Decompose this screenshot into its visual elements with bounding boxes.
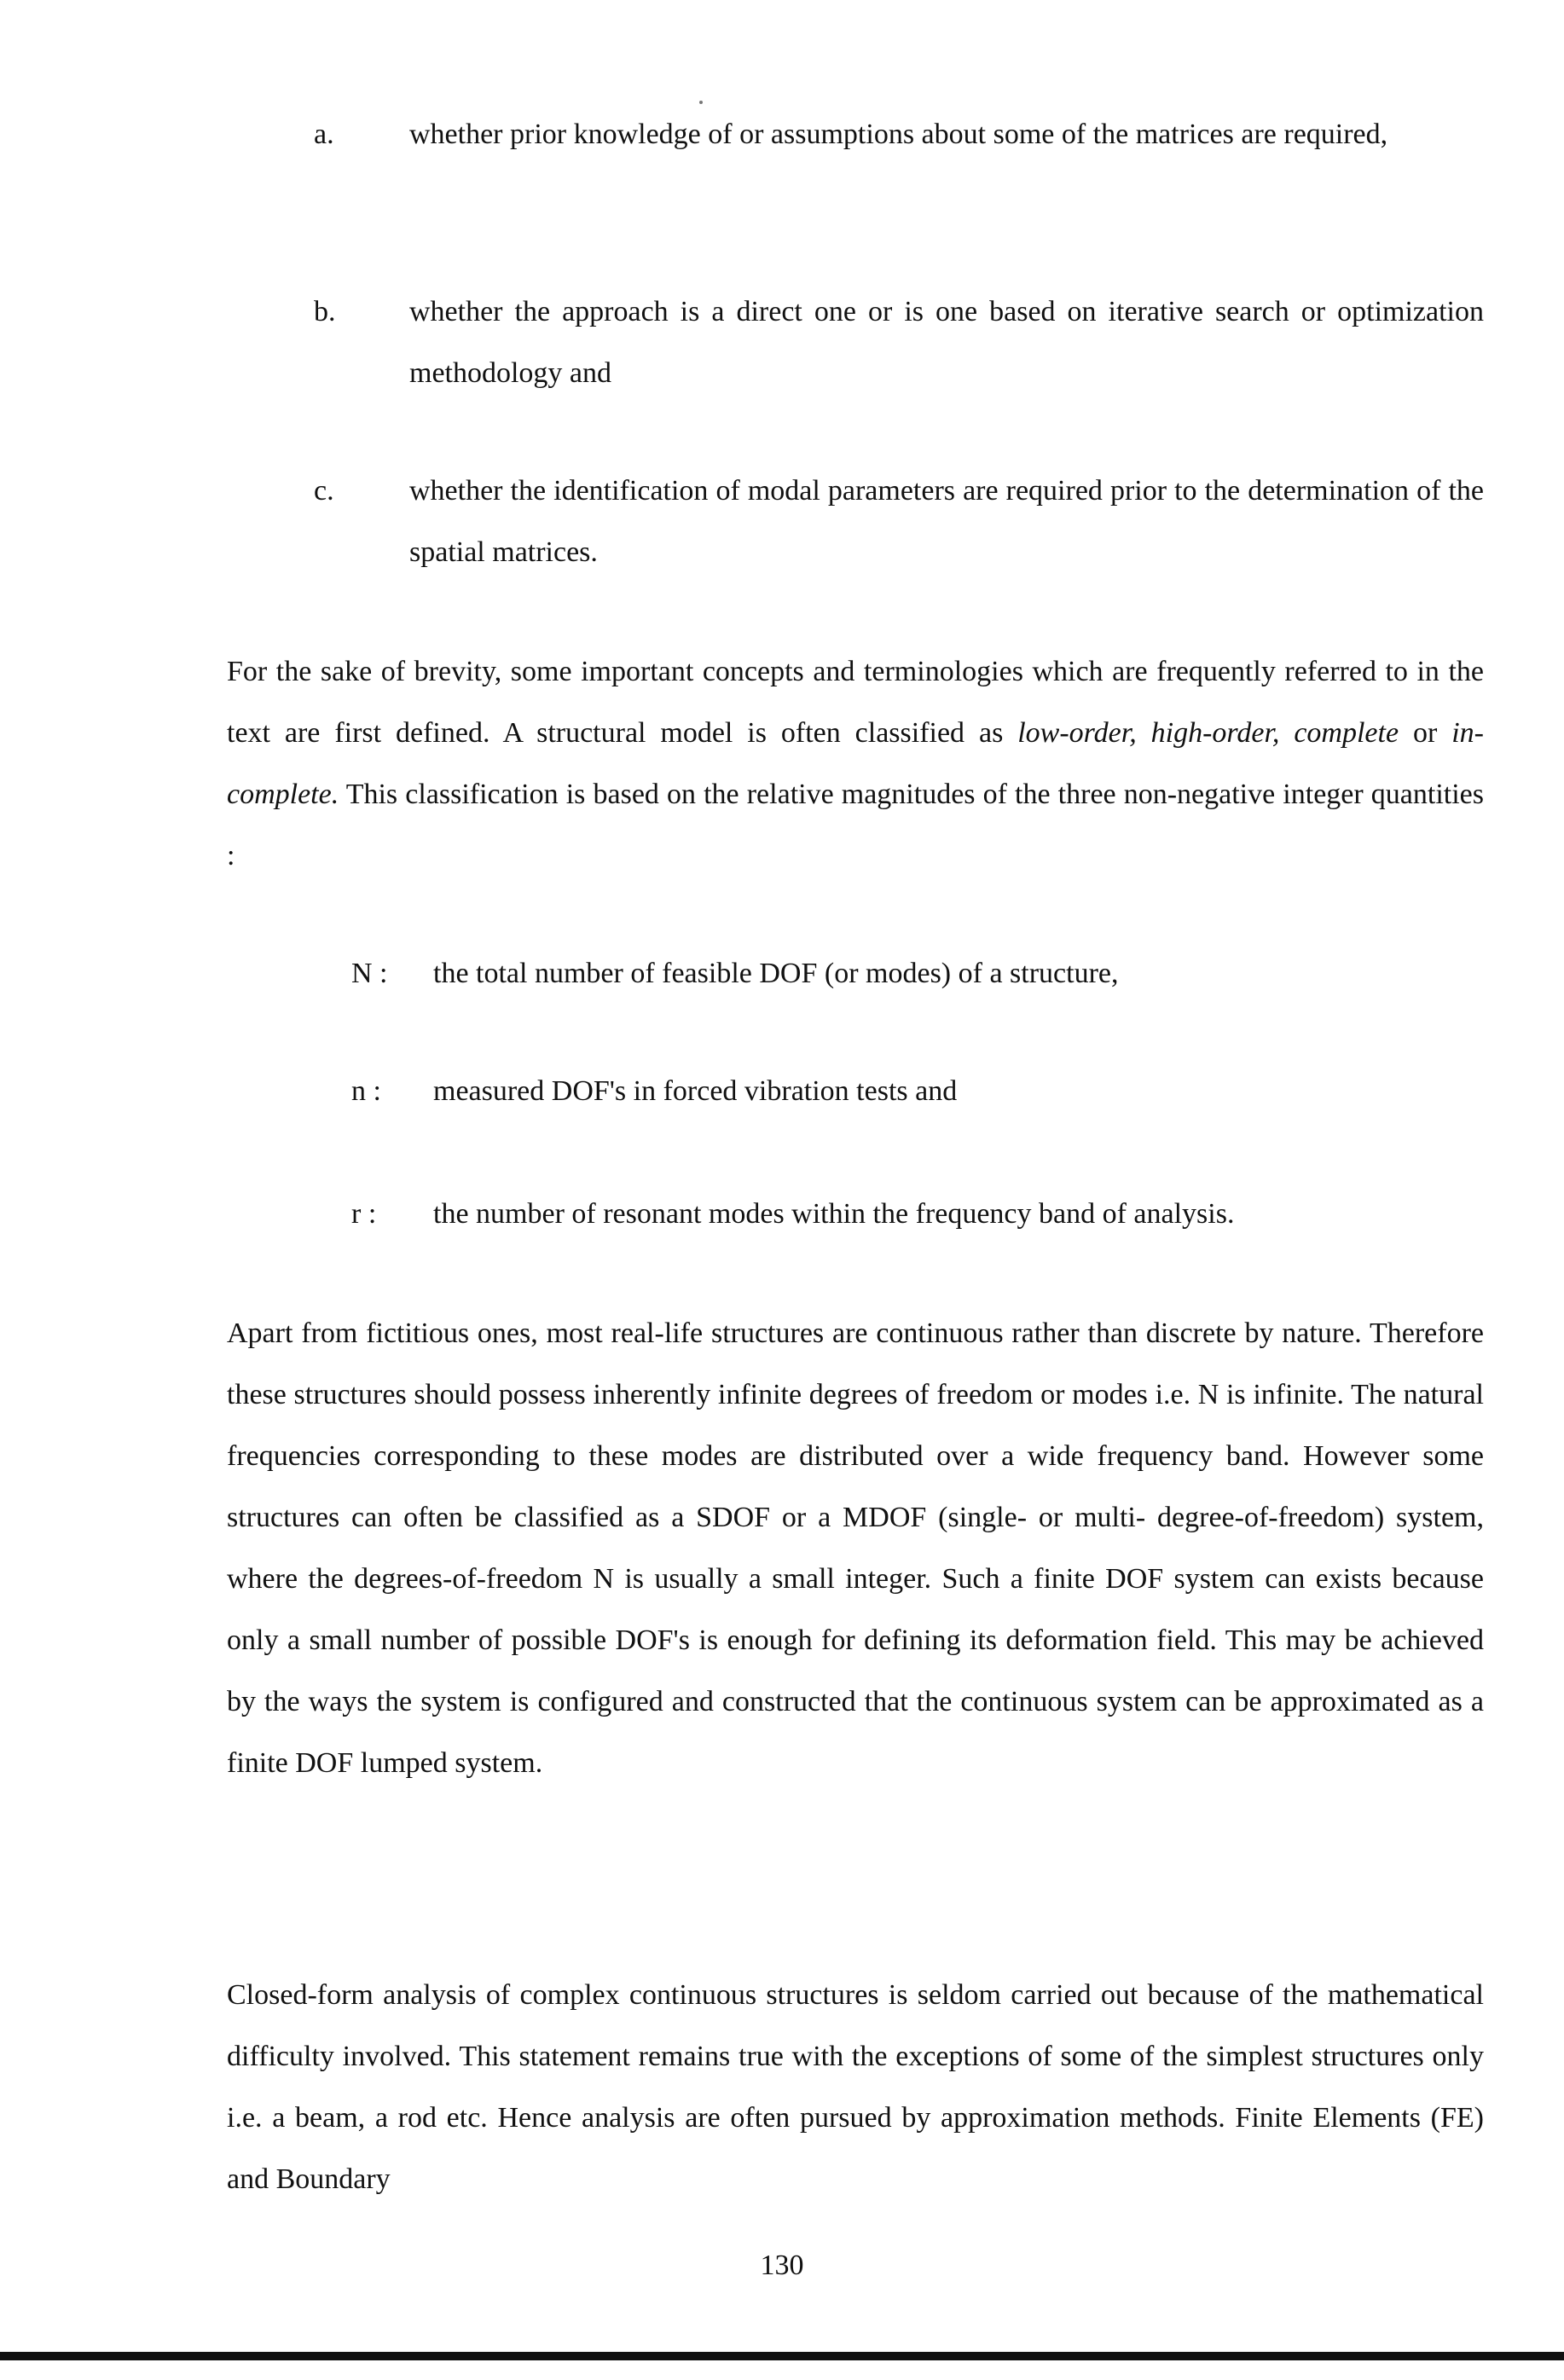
term-low-order: low-order, [1017,717,1137,749]
list-item-text: whether the approach is a direct one or is one based on iterative search or optimization methodology and [409,296,1484,389]
list-marker: c. [314,475,334,507]
definition-text: the number of resonant modes within the frequency band of analysis. [433,1198,1235,1230]
definition-text: measured DOF's in forced vibration tests and [433,1075,958,1107]
paragraph-definitions-intro [227,641,1484,887]
term-in-complete: in-complete. [227,717,1485,810]
term-complete: complete [1294,717,1399,749]
paragraph-text: or [1412,717,1438,749]
list-marker: a. [314,119,334,150]
list-item-text: whether prior knowledge of or assumptions about some of the matrices are required, [409,119,1388,150]
definition-text: the total number of feasible DOF (or modes) of a structure, [433,958,1119,989]
definition-symbol: N : [351,958,388,989]
definition-symbol: r : [351,1198,377,1230]
term-high-order: high-order, [1150,717,1280,749]
paragraph-text: This classification is based on the relative magnitudes of the three non-negative integer quantities : [227,779,1484,872]
paragraph-text: For the sake of brevity, some important concepts and terminologies which are frequently referred to in the text are first defined. A structural model is often classified as [227,656,1484,749]
paragraph-continuous-structures: Apart from fictitious ones, most real-life structures are continuous rather than discrete by nature. Therefore these structures should possess inherently infinite degrees of freedom or modes i.e. N is infinite. The natural frequencies corresponding to these modes are distributed over a wide frequency band. However some structures can often be classified as a SDOF or a MDOF (single- or multi- degree-of-freedom) system, where the degrees-of-freedom N is usually a small integer. Such a finite DOF system can exists because only a small number of possible DOF's is enough for defining its deformation field. This may be achieved by the ways the system is configured and constructed that the continuous system can be approximated as a finite DOF lumped system. [227,1317,1484,1779]
paragraph-closed-form-analysis: Closed-form analysis of complex continuous structures is seldom carried out because of the mathematical difficulty involved. This statement remains true with the exceptions of some of the simplest structures only i.e. a beam, a rod etc. Hence analysis are often pursued by approximation methods. Finite Elements (FE) and Boundary [227,1979,1484,2195]
list-marker: b. [314,296,336,327]
footer-rule [0,2352,1564,2360]
page-number: 130 [760,2250,804,2281]
list-item-text: whether the identification of modal parameters are required prior to the determination of the spatial matrices. [409,475,1484,568]
definition-symbol: n : [351,1075,381,1107]
